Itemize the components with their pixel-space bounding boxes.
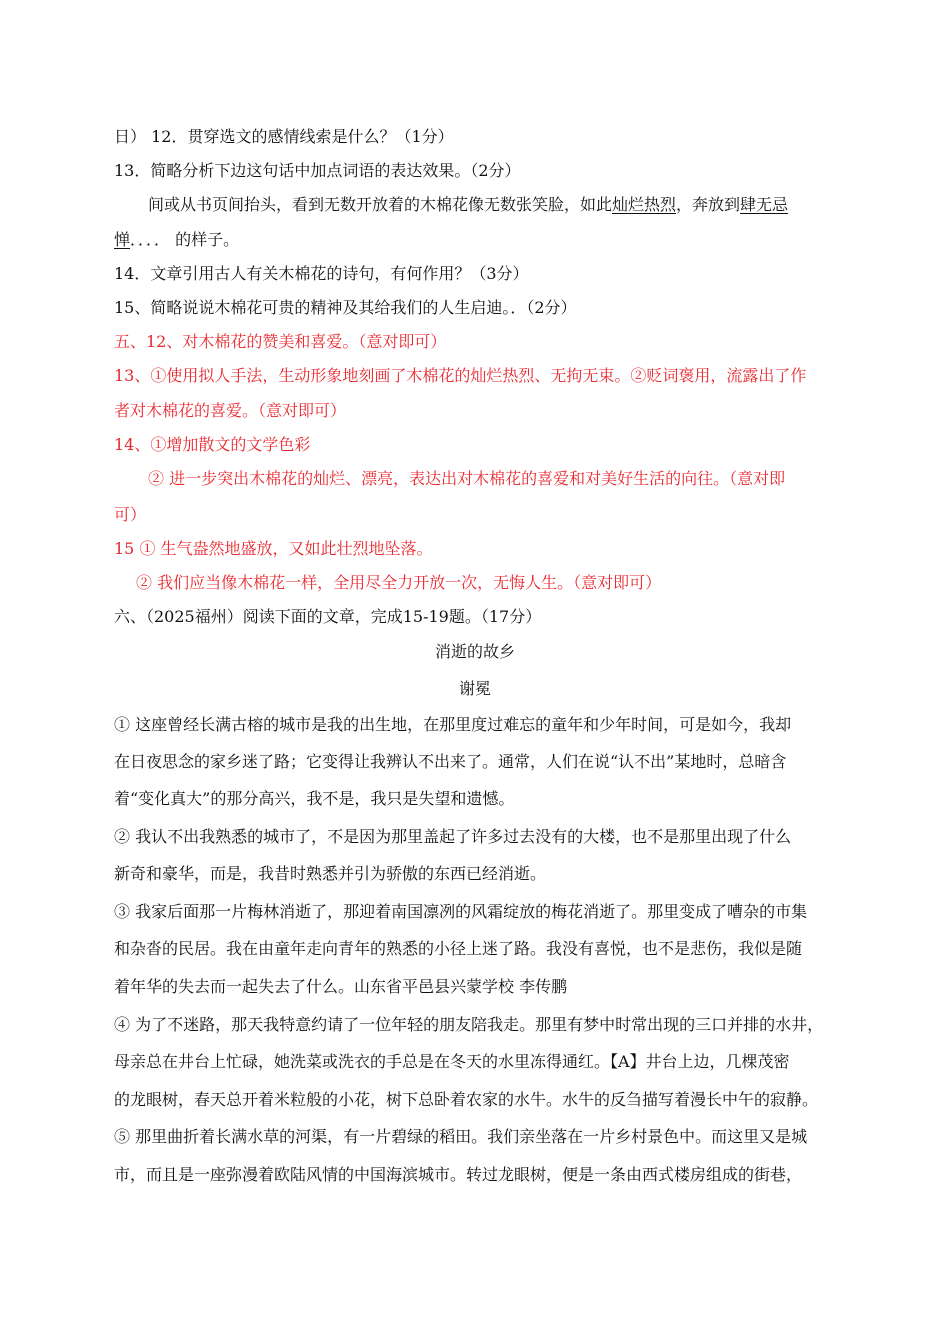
article-line: ② 我认不出我熟悉的城市了，不是因为那里盖起了许多过去没有的大楼，也不是那里出现了什么 (114, 827, 792, 846)
article-line: 市，而且是一座弥漫着欧陆风情的中国海滨城市。转过龙眼树，便是一条由西式楼房组成的街巷， (114, 1165, 803, 1184)
article-line: ① 这座曾经长满古榕的城市是我的出生地，在那里度过难忘的童年和少年时间，可是如今，我却 (114, 715, 792, 734)
underlined-phrase-2-end: 惮 (114, 230, 131, 249)
question-12: 日） 12．贯穿选文的感情线索是什么？（1分） (114, 127, 454, 146)
article-author: 谢冕 (458, 679, 491, 698)
article-line: 新奇和豪华，而是，我昔时熟悉并引为骄傲的东西已经消逝。 (114, 864, 547, 883)
section-6-heading: 六、（2025福州）阅读下面的文章，完成15-19题。（17分） (114, 607, 542, 626)
question-13-quote (148, 195, 850, 215)
underlined-phrase-2: 肆无忌 (740, 195, 789, 214)
underlined-phrase-1: 灿烂热烈 (612, 195, 677, 214)
article-line: 着“变化真大”的那分高兴，我不是，我只是失望和遗憾。 (114, 789, 515, 808)
quote-text-2: ，奔放到 (676, 195, 741, 214)
article-line: 在日夜思念的家乡迷了路；它变得让我辨认不出来了。通常，人们在说“认不出”某地时，总暗含 (114, 752, 787, 771)
article-line: ④ 为了不迷路，那天我特意约请了一位年轻的朋友陪我走。那里有梦中时常出现的三口并排的水井， (114, 1015, 824, 1034)
answer-13-line-2: 者对木棉花的喜爱。（意对即可） (114, 401, 347, 420)
quote-text-3: ．．．． 的样子。 (130, 230, 240, 249)
answer-15-line-2: ② 我们应当像木棉花一样，全用尽全力开放一次，无悔人生。（意对即可） (136, 573, 662, 592)
article-line: 的龙眼树，春天总开着米粒般的小花，树下总卧着农家的水牛。水牛的反刍描写着漫长中午的寂静。 (114, 1090, 819, 1109)
question-15: 15、简略说说木棉花可贵的精神及其给我们的人生启迪。．（2分） (114, 298, 577, 317)
article-line: 和杂沓的民居。我在由童年走向青年的熟悉的小径上迷了路。我没有喜悦，也不是悲伤，我似是随 (114, 939, 803, 958)
article-line: 着年华的失去而一起失去了什么。山东省平邑县兴蒙学校 李传鹏 (114, 977, 568, 996)
article-line: ③ 我家后面那一片梅林消逝了，那迎着南国凛冽的风霜绽放的梅花消逝了。那里变成了嘈杂的市集 (114, 902, 808, 921)
question-14: 14．文章引用古人有关木棉花的诗句，有何作用？（3分） (114, 264, 529, 283)
article-title: 消逝的故乡 (434, 642, 515, 661)
question-13-quote-cont (114, 230, 850, 250)
quote-text-1: 间或从书页间抬头，看到无数开放着的木棉花像无数张笑脸，如此 (148, 195, 613, 214)
article-line: 母亲总在井台上忙碌，她洗菜或洗衣的手总是在冬天的水里冻得通红。【A】井台上边，几棵茂密 (114, 1052, 790, 1071)
answer-12: 五、12、对木棉花的赞美和喜爱。（意对即可） (114, 332, 447, 351)
answer-13-line-1: 13、①使用拟人手法，生动形象地刻画了木棉花的灿烂热烈、无拘无束。②贬词褒用，流露出了作 (114, 366, 807, 385)
answer-14-line-3: 可） (114, 505, 147, 524)
answer-15-line-1: 15 ① 生气盎然地盛放，又如此壮烈地坠落。 (114, 539, 433, 558)
answer-14-line-2: ② 进一步突出木棉花的灿烂、漂亮，表达出对木棉花的喜爱和对美好生活的向往。（意对即 (148, 469, 786, 488)
article-line: ⑤ 那里曲折着长满水草的河渠，有一片碧绿的稻田。我们亲坐落在一片乡村景色中。而这里又是城 (114, 1127, 808, 1146)
answer-14-line-1: 14、①增加散文的文学色彩 (114, 435, 311, 454)
question-13: 13．简略分析下边这句话中加点词语的表达效果。（2分） (114, 161, 521, 180)
